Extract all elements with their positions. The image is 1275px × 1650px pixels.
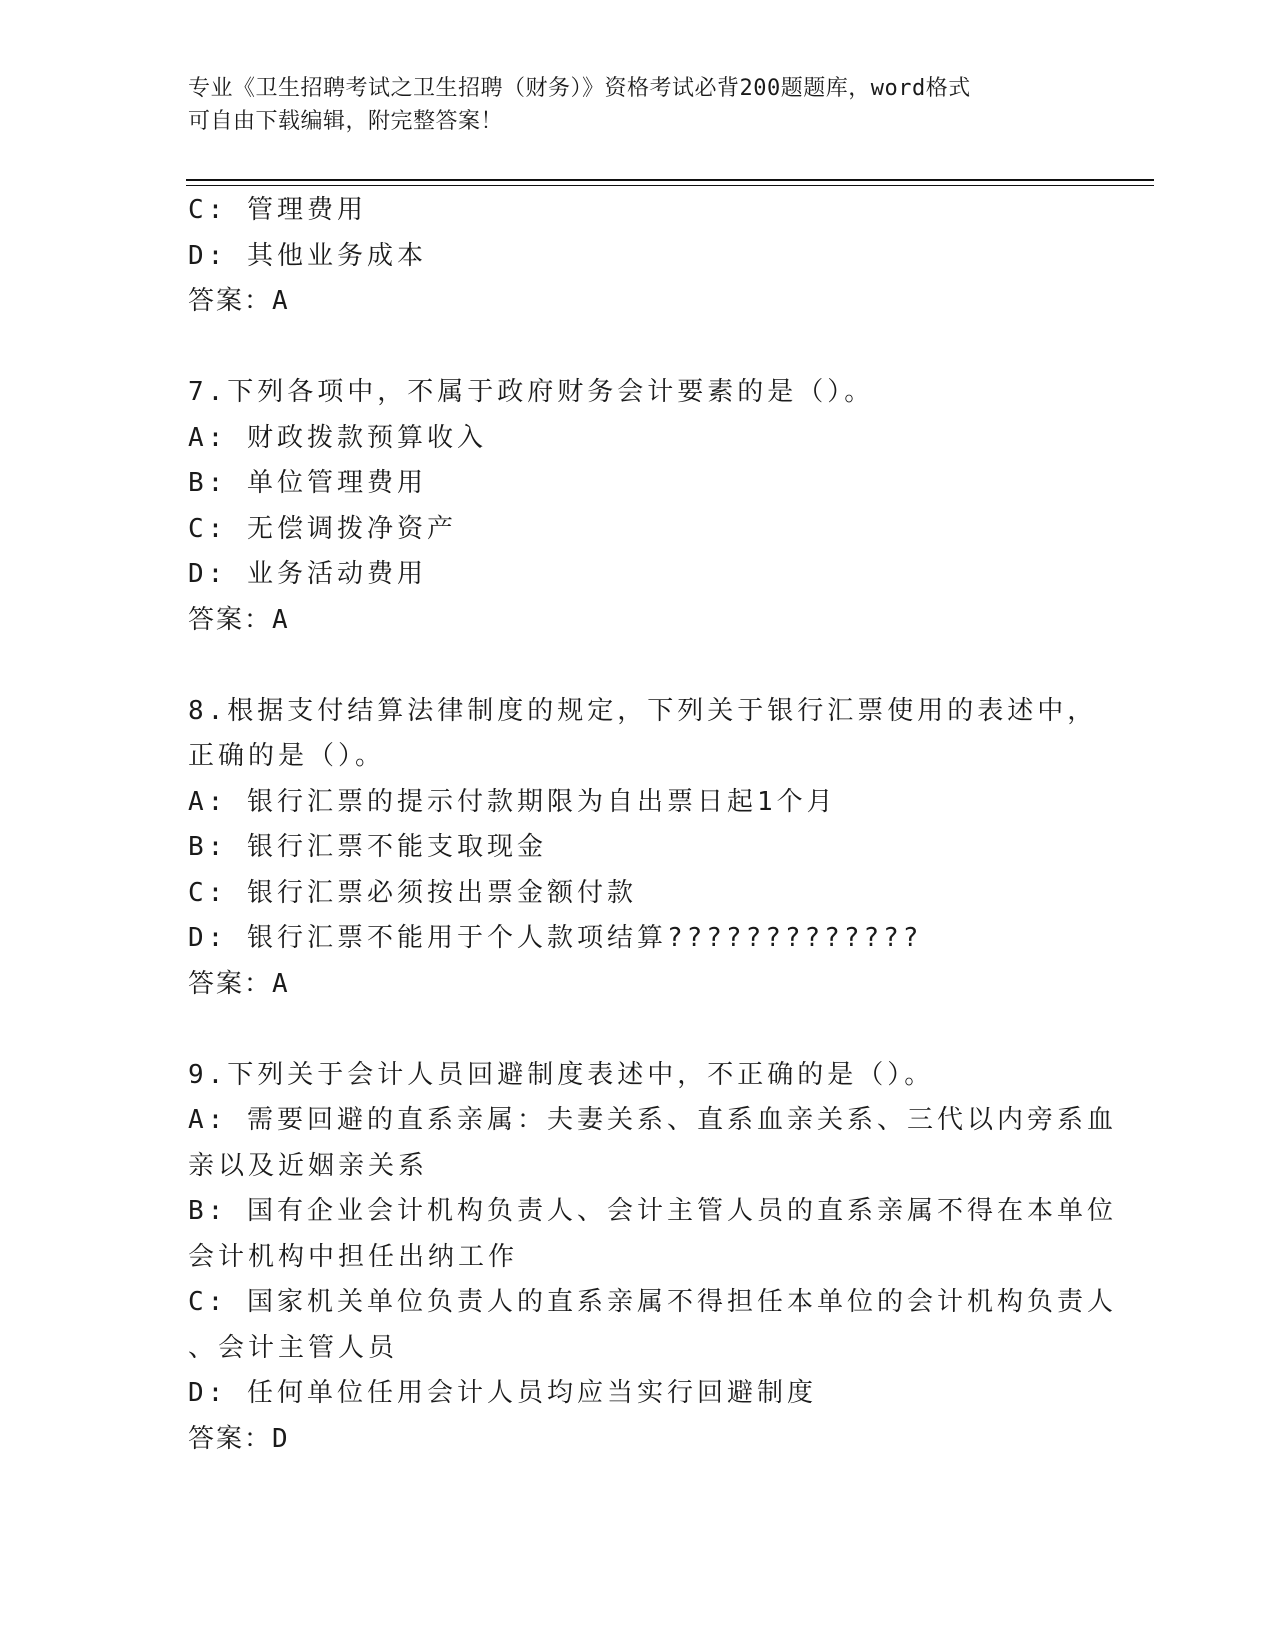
header-line-2: 可自由下载编辑，附完整答案！ [188,109,504,134]
option-b: B: 国有企业会计机构负责人、会计主管人员的直系亲属不得在本单位 [188,1196,1117,1226]
spacer [188,325,1088,371]
option-d: D: 银行汇票不能用于个人款项结算????????????? [188,923,923,953]
option-a: A: 银行汇票的提示付款期限为自出票日起1个月 [188,786,837,817]
option-a-continued: 亲以及近姻亲关系 [188,1150,429,1181]
option-b: B: 银行汇票不能支取现金 [188,832,547,862]
header-rule-thick [186,179,1154,181]
option-d: D: 其他业务成本 [188,240,427,271]
option-b-continued: 会计机构中担任出纳工作 [188,1241,519,1272]
option-d: D: 任何单位任用会计人员均应当实行回避制度 [188,1378,817,1408]
answer-line: 答案：A [188,968,290,999]
option-b: B: 单位管理费用 [188,468,427,498]
header-rule-thin [186,185,1154,186]
question-stem: 7.下列各项中，不属于政府财务会计要素的是（）。 [188,377,875,407]
question-stem: 9.下列关于会计人员回避制度表述中，不正确的是（）。 [188,1059,935,1090]
question-9 [188,1053,1117,1463]
question-stem-continued: 正确的是（）。 [188,741,386,771]
answer-line: 答案：D [188,1423,290,1454]
answer-line: 答案：A [188,604,290,635]
option-c: C: 银行汇票必须按出票金额付款 [188,877,637,908]
option-c-continued: 、会计主管人员 [188,1332,399,1363]
document-body [188,188,1117,1462]
option-c: C: 国家机关单位负责人的直系亲属不得担任本单位的会计机构负责人 [188,1287,1117,1317]
header-line-1: 专业《卫生招聘考试之卫生招聘（财务）》资格考试必背200题题库，word格式 [188,76,971,101]
question-stem: 8.根据支付结算法律制度的规定，下列关于银行汇票使用的表述中， [188,695,1098,726]
question-8 [188,689,1098,1008]
option-c: C: 管理费用 [188,195,367,225]
option-a: A: 需要回避的直系亲属：夫妻关系、直系血亲关系、三代以内旁系血 [188,1105,1117,1135]
spacer [188,643,1088,689]
document-header [188,72,1078,138]
option-a: A: 财政拨款预算收入 [188,422,487,453]
option-c: C: 无偿调拨净资产 [188,513,457,544]
answer-line: 答案：A [188,286,290,316]
question-6-remainder [188,188,1088,325]
spacer [188,1007,1088,1053]
question-7 [188,370,1088,643]
option-d: D: 业务活动费用 [188,559,427,589]
